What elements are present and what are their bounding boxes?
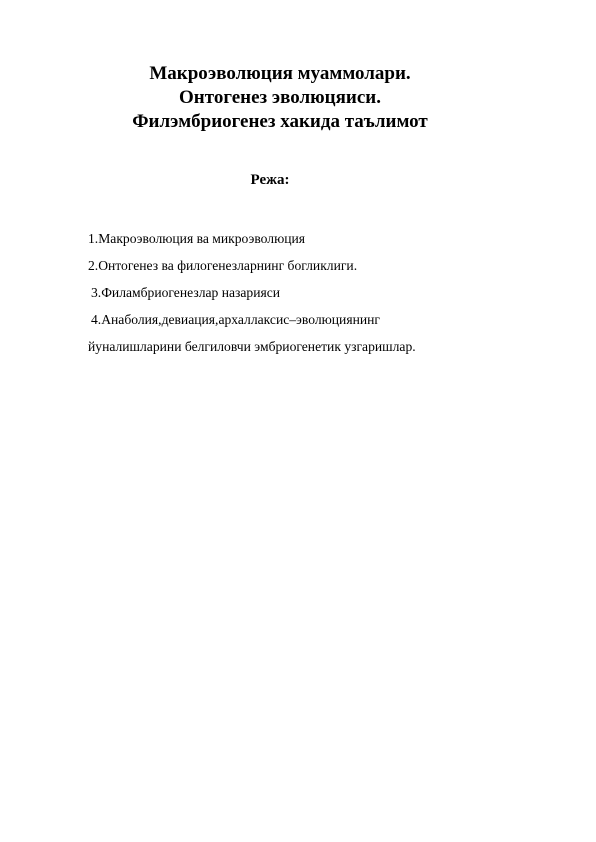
plan-item-2: 2.Онтогенез ва филогенезларнинг богликлиги. [88, 258, 358, 273]
document-title [0, 62, 560, 134]
plan-item-4-continuation: йуналишларини белгиловчи эмбриогенетик узгаришлар. [88, 339, 416, 354]
plan-item-4: 4.Анаболия,девиация,архаллаксис–эволюциянинг [91, 312, 380, 327]
plan-heading: Режа: [250, 172, 290, 188]
title-line-3: Филэмбриогенез хакида таълимот [132, 111, 428, 132]
plan-item-1: 1.Макроэволюция ва микроэволюция [88, 231, 306, 246]
plan-list [88, 225, 528, 360]
plan-item-3: 3.Филамбриогенезлар назарияси [91, 285, 281, 300]
title-line-2: Онтогенез эволюцяиси. [179, 87, 381, 108]
title-line-1: Макроэволюция муаммолари. [149, 63, 411, 84]
